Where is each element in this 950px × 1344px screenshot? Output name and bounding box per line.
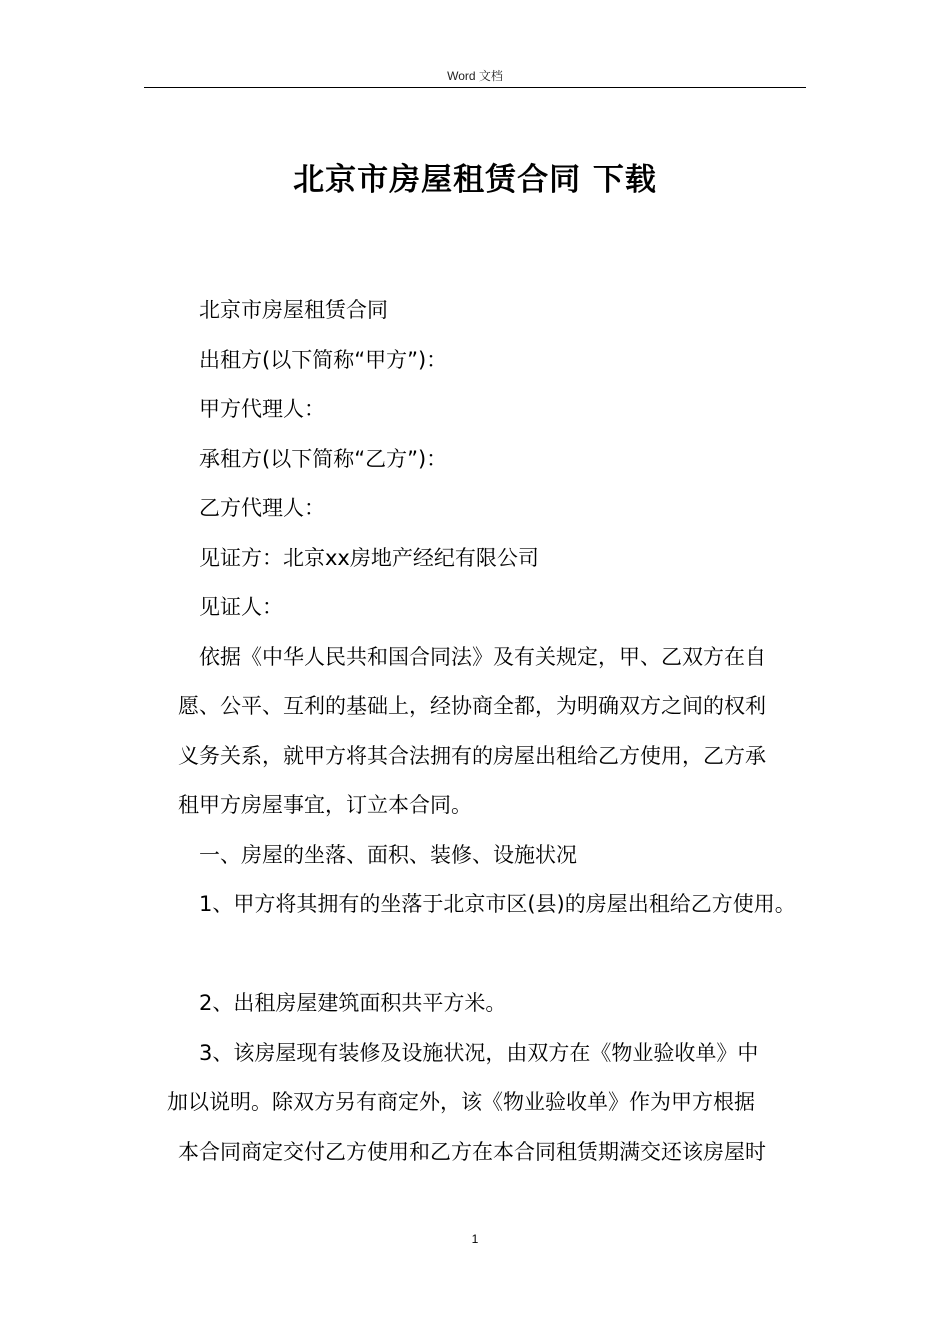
paragraph-lessor-agent: 甲方代理人： xyxy=(199,397,325,421)
section-heading: 一、房屋的坐落、面积、装修、设施状况 xyxy=(199,842,577,867)
paragraph-witness-party: 见证方：北京xx房地产经纪有限公司 xyxy=(199,545,539,570)
paragraph-preamble-line: 租甲方房屋事宜，订立本合同。 xyxy=(178,793,472,817)
paragraph-contract-name: 北京市房屋租赁合同 xyxy=(199,298,388,322)
paragraph-preamble-line: 义务关系，就甲方将其合法拥有的房屋出租给乙方使用，乙方承 xyxy=(178,743,766,768)
clause-3-line: 3、该房屋现有装修及设施状况，由双方在《物业验收单》中 xyxy=(199,1040,759,1065)
header-label: Word 文档 xyxy=(447,69,503,83)
paragraph-witness-person: 见证人： xyxy=(199,595,283,619)
paragraph-spacer xyxy=(178,934,818,984)
header-rule xyxy=(144,87,806,88)
clause-2: 2、出租房屋建筑面积共平方米。 xyxy=(199,991,507,1015)
paragraph-lessee: 承租方(以下简称“乙方”)： xyxy=(199,446,448,471)
paragraph-lessor: 出租方(以下简称“甲方”)： xyxy=(199,347,448,372)
clause-3-line: 加以说明。除双方另有商定外，该《物业验收单》作为甲方根据 xyxy=(167,1090,755,1114)
clause-1: 1、甲方将其拥有的坐落于北京市区(县)的房屋出租给乙方使用。 xyxy=(199,892,796,916)
paragraph-lessee-agent: 乙方代理人： xyxy=(199,496,325,520)
page-number: 1 xyxy=(471,1232,479,1246)
paragraph-preamble-line: 愿、公平、互利的基础上，经协商全都，为明确双方之间的权利 xyxy=(178,694,766,718)
document-title: 北京市房屋租赁合同 下载 xyxy=(293,162,657,198)
paragraph-preamble-line: 依据《中华人民共和国合同法》及有关规定，甲、乙双方在自 xyxy=(199,644,766,669)
document-body xyxy=(167,290,818,1181)
clause-3-line: 本合同商定交付乙方使用和乙方在本合同租赁期满交还该房屋时 xyxy=(178,1139,766,1164)
